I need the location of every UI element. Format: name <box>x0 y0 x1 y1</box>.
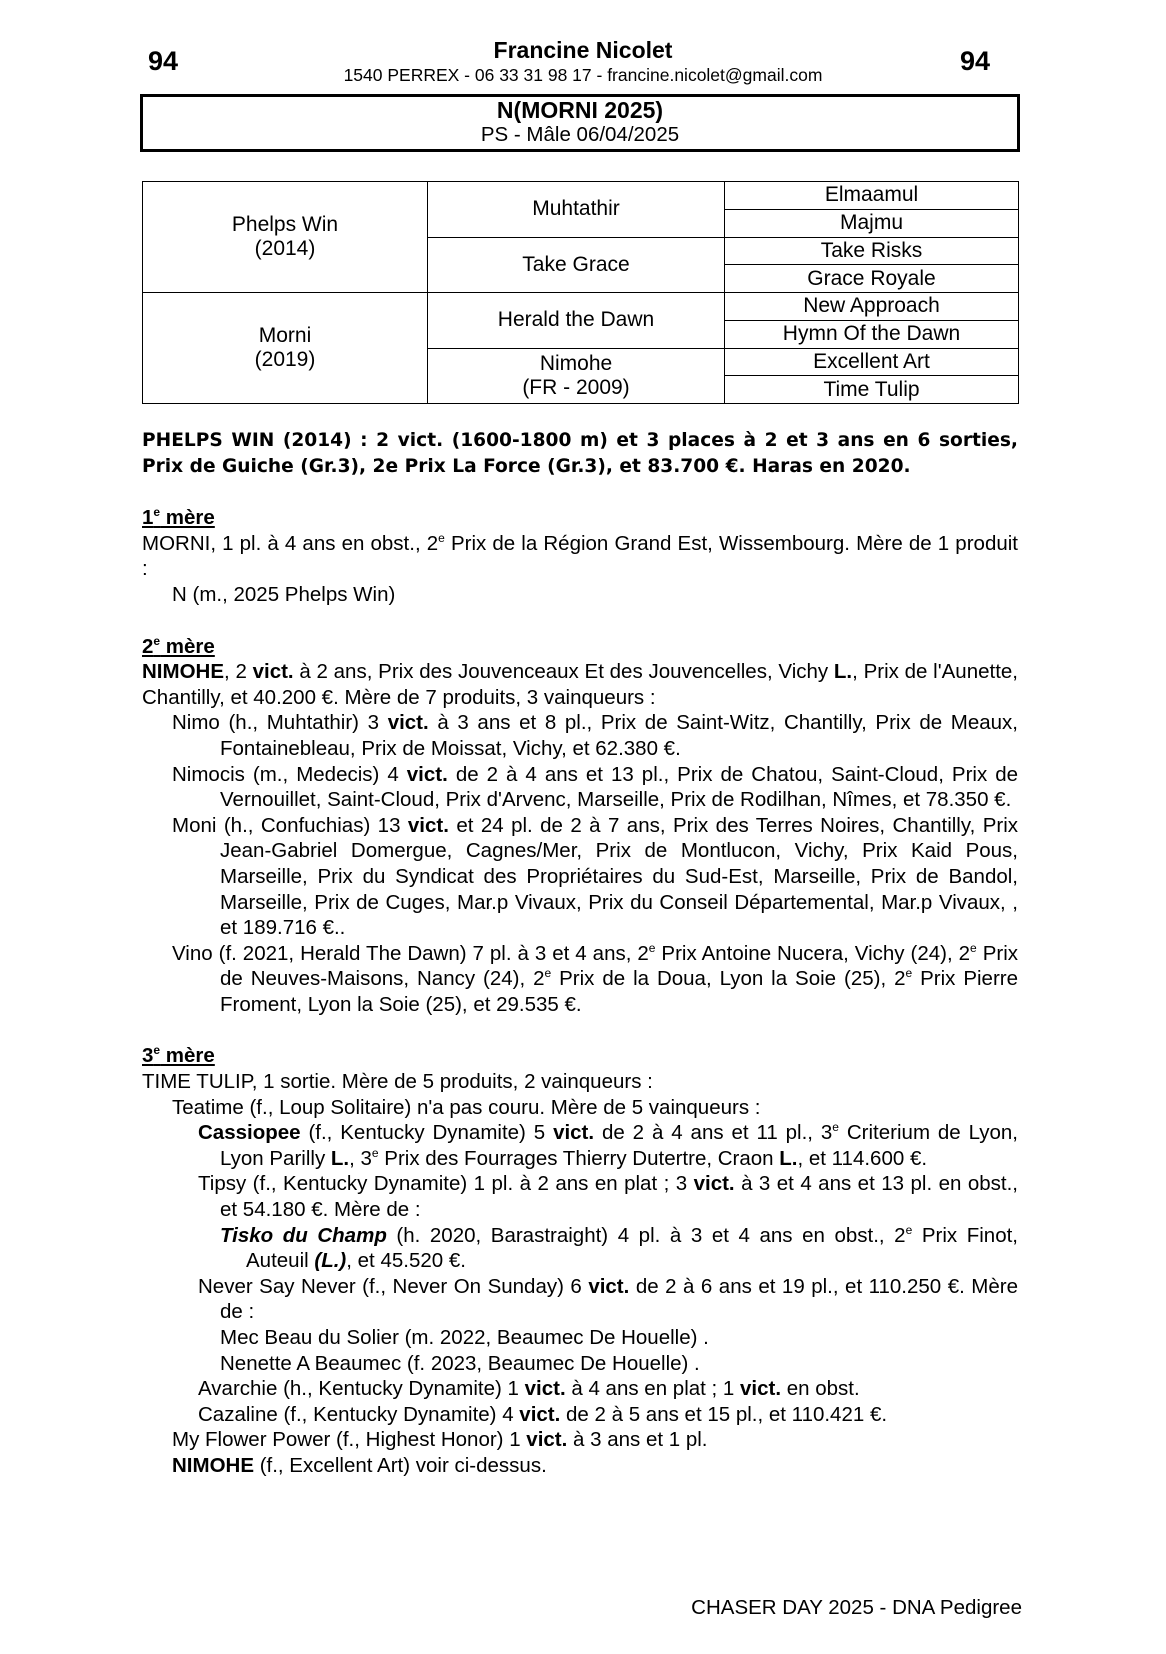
lot-number-left: 94 <box>148 46 179 76</box>
pedigree-dam-dam: Nimohe (FR - 2009) <box>428 348 725 404</box>
produce-nimo: Nimo (h., Muhtathir) 3 vict. à 3 ans et 8 pl., Prix de Saint-Witz, Chantilly, Prix de Meaux, Fontainebleau, Prix de Moissat, Vichy, et 62.380 €. <box>172 711 1018 760</box>
first-dam-text: MORNI, 1 pl. à 4 ans en obst., 2e Prix de la Région Grand Est, Wissembourg. Mère de 1 produit : <box>142 530 1018 581</box>
third-dam-text: TIME TULIP, 1 sortie. Mère de 5 produits, 2 vainqueurs : <box>142 1070 653 1094</box>
produce-teatime: Teatime (f., Loup Solitaire) n'a pas couru. Mère de 5 vainqueurs : <box>172 1095 761 1119</box>
pedigree-sire-sire: Muhtathir <box>428 182 725 238</box>
produce-never-say-never: Never Say Never (f., Never On Sunday) 6 vict. de 2 à 6 ans et 19 pl., et 110.250 €. Mère de : <box>198 1274 1018 1324</box>
pedigree-dss: New Approach <box>725 293 1019 321</box>
pedigree-notes <box>142 428 1018 1479</box>
horse-details: PS - Mâle 06/04/2025 <box>480 123 680 146</box>
second-dam-text: NIMOHE, 2 vict. à 2 ans, Prix des Jouvenceaux Et des Jouvencelles, Vichy L., Prix de l'Aunette, Chantilly, et 40.200 €. Mère de 7 produits, 3 vainqueurs : <box>142 660 1018 709</box>
produce-nenette: Nenette A Beaumec (f. 2023, Beaumec De Houelle) . <box>220 1351 700 1375</box>
second-dam-title: 2e mère <box>142 633 215 658</box>
pedigree-table <box>142 181 1019 404</box>
pedigree-sds: Take Risks <box>725 237 1019 265</box>
horse-title-box <box>140 94 1020 152</box>
pedigree-sire-dam: Take Grace <box>428 237 725 293</box>
produce-cazaline: Cazaline (f., Kentucky Dynamite) 4 vict. de 2 à 5 ans et 15 pl., et 110.421 €. <box>198 1402 888 1426</box>
pedigree-ssd: Majmu <box>725 209 1019 237</box>
produce-mec-beau: Mec Beau du Solier (m. 2022, Beaumec De Houelle) . <box>220 1326 709 1349</box>
pedigree-ddd: Time Tulip <box>725 376 1019 404</box>
produce-moni: Moni (h., Confuchias) 13 vict. et 24 pl. de 2 à 7 ans, Prix des Terres Noires, Chantilly, Prix Jean-Gabriel Domergue, Cagnes/Mer, Prix de Montlucon, Vichy, Prix Kaid Pous, Marseille, Prix du Syndicat des Propriétaires du Sud-Est, Marseille, Prix de Bandol, Marseille, Prix de Cuges, Mar.p Vivaux, Prix du Conseil Départemental, Mar.p Vivaux, , et 189.716 €.. <box>172 813 1018 940</box>
produce-nimohe: NIMOHE (f., Excellent Art) voir ci-dessus. <box>172 1453 547 1477</box>
produce-tipsy: Tipsy (f., Kentucky Dynamite) 1 pl. à 2 ans en plat ; 3 vict. à 3 et 4 ans et 13 pl. en obst., et 54.180 €. Mère de : <box>198 1172 1018 1222</box>
horse-name: N(MORNI 2025) <box>496 97 664 123</box>
pedigree-dsd: Hymn Of the Dawn <box>725 320 1019 348</box>
pedigree-sdd: Grace Royale <box>725 265 1019 293</box>
sire-note: PHELPS WIN (2014) : 2 vict. (1600-1800 m) et 3 places à 2 et 3 ans en 6 sorties, Prix de Guiche (Gr.3), 2e Prix La Force (Gr.3), et 83.700 €. Haras en 2020. <box>142 430 1018 477</box>
lot-number-right: 94 <box>959 46 990 76</box>
first-dam-produce: N (m., 2025 Phelps Win) <box>172 582 396 606</box>
first-dam-title: 1e mère <box>142 505 215 530</box>
vendor-contact: 1540 PERREX - 06 33 31 98 17 - francine.nicolet@gmail.com <box>343 65 823 85</box>
produce-tisko: Tisko du Champ (h. 2020, Barastraight) 4 pl. à 3 et 4 ans en obst., 2e Prix Finot, Auteuil (L.), et 45.520 €. <box>220 1222 1018 1273</box>
pedigree-sss: Elmaamul <box>725 182 1019 210</box>
produce-my-flower-power: My Flower Power (f., Highest Honor) 1 vict. à 3 ans et 1 pl. <box>172 1428 708 1452</box>
pedigree-dam: Morni (2019) <box>143 293 428 404</box>
produce-cassiopee: Cassiopee (f., Kentucky Dynamite) 5 vict. de 2 à 4 ans et 11 pl., 3e Criterium de Lyon, Lyon Parilly L., 3e Prix des Fourrages Thierry Dutertre, Craon L., et 114.600 €. <box>198 1120 1018 1170</box>
vendor-block <box>0 36 1166 86</box>
vendor-name: Francine Nicolet <box>493 37 673 63</box>
pedigree-dam-sire: Herald the Dawn <box>428 293 725 349</box>
produce-vino: Vino (f. 2021, Herald The Dawn) 7 pl. à 3 et 4 ans, 2e Prix Antoine Nucera, Vichy (24), 2e Prix de Neuves-Maisons, Nancy (24), 2e Prix de la Doua, Lyon la Soie (25), 2e Prix Pierre Froment, Lyon la Soie (25), et 29.535 €. <box>172 940 1019 1016</box>
pedigree-dds: Excellent Art <box>725 348 1019 376</box>
page-footer: CHASER DAY 2025 - DNA Pedigree <box>691 1596 1022 1619</box>
third-dam-title: 3e mère <box>142 1043 215 1068</box>
pedigree-sire: Phelps Win (2014) <box>143 182 428 293</box>
produce-nimocis: Nimocis (m., Medecis) 4 vict. de 2 à 4 ans et 13 pl., Prix de Chatou, Saint-Cloud, Prix de Vernouillet, Saint-Cloud, Prix d'Arvenc, Marseille, Prix de Rodilhan, Nîmes, et 78.350 €. <box>172 762 1019 812</box>
produce-avarchie: Avarchie (h., Kentucky Dynamite) 1 vict. à 4 ans en plat ; 1 vict. en obst. <box>198 1377 860 1401</box>
